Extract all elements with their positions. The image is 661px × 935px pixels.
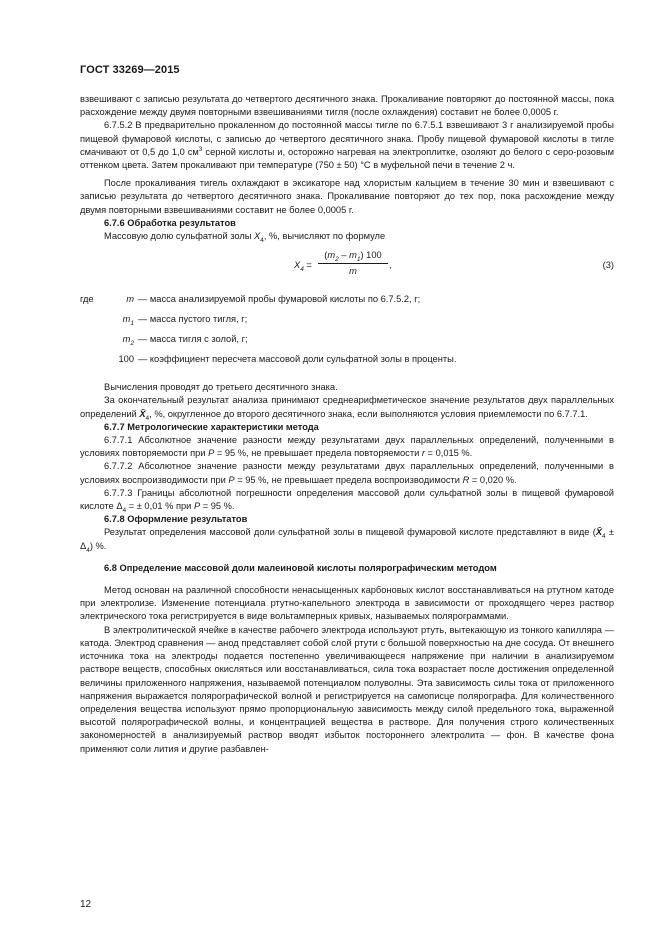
- paragraph: После прокаливания тигель охлаждают в эксикаторе над хлористым кальцием в течение 30 мин и взвешивают с записью результата до четвертого десятичного знака. Прокаливание повторяют до тех пор, пока расхождение между двумя повторными взвешиваниями составит не более 0,0005 г.: [80, 178, 614, 215]
- where-label: где: [80, 294, 94, 305]
- equation-number: (3): [602, 260, 614, 271]
- definition-symbol: $m_1$: [122, 314, 134, 328]
- definition-symbol: m: [126, 294, 134, 305]
- definition-text: — масса анализируемой пробы фумаровой кислоты по 6.7.5.2, г;: [138, 294, 421, 305]
- formula-denominator: m: [349, 266, 357, 277]
- paragraph: Результат определения массовой доли сульфатной золы в пищевой фумаровой кислоте представляют в виде $(X̄_4 \pm \Delta_4)$ %.: [80, 527, 614, 554]
- formula-comma: ,: [389, 260, 392, 271]
- paragraph: Метод основан на различной способности ненасыщенных карбоновых кислот восстанавливаться на ртутном катоде при электролизе. Изменение потенциала ртутно-капельного электрода в зависимости от проходящего через раствор электрического тока регистрируется в виде вольтамперных кривых, называемых полярограммами.: [80, 585, 614, 622]
- formula-fraction: [318, 249, 388, 278]
- paragraph-6-7-7-3: 6.7.7.3 Границы абсолютной погрешности определения массовой доли сульфатной золы в пищевой фумаровой кислоте $\Delta_4$ = ± 0,01 % при P = 95 %.: [80, 487, 614, 514]
- definition-text: — масса тигля с золой, г;: [138, 334, 248, 345]
- section-heading-6-8: 6.8 Определение массовой доли малеиновой кислоты полярографическим методом: [104, 562, 497, 573]
- definition-symbol: $m_2$: [122, 334, 134, 348]
- paragraph-6-7-7-2: 6.7.7.2 Абсолютное значение разности между результатами двух параллельных определений, полученными в условиях воспроизводимости при P = 95 %, не превышает предела воспроизводимости R = 0,020 %.: [80, 461, 614, 485]
- definition-text: — коэффициент пересчета массовой доли сульфатной золы в проценты.: [138, 354, 457, 365]
- paragraph: В электролитической ячейке в качестве рабочего электрода используют ртуть, вытекающую из тонкого капилляра — катода. Электрод сравнения — анод представляет собой слой ртути с большой поверхностью на дне сосуда. От внешнего источника тока на электроды подается постепенно увеличивающееся напряжение при наличии в анализируемом растворе веществ, способных окисляться или восстанавливаться, сила тока возрастает после достижения определенной величины приложенного напряжения, называемой потенциалом полуволны. Эта зависимость силы тока от приложенного напряжения выражается полярографической волной и регистрируется на самописце полярографа. Для количественного определения вещества используют прямо пропорциональную зависимость между силой предельного тока, выраженной высотой полярографической волны, и концентрацией вещества в растворе. Для получения строго количественных закономерностей в анализируемый раствор вводят избыток постороннего электролита — фон. В качестве фона применяют соли лития и другие разбавлен-: [80, 624, 614, 754]
- section-heading-6-7-8: 6.7.8 Оформление результатов: [104, 514, 248, 525]
- paragraph: Массовую долю сульфатной золы $X_4$, %, вычисляют по формуле: [104, 231, 386, 244]
- page-number: 12: [80, 899, 92, 910]
- definition-row: [80, 351, 614, 371]
- definition-row: [80, 311, 614, 331]
- definition-row: [80, 331, 614, 351]
- formula-numerator: $(m_2 - m_1)$ 100: [324, 250, 382, 264]
- definitions-list: [80, 291, 614, 371]
- section-heading-6-7-7: 6.7.7 Метрологические характеристики метода: [104, 421, 319, 432]
- definition-row: [80, 291, 614, 311]
- paragraph-6-7-5-2: 6.7.5.2 В предварительно прокаленном до постоянной массы тигле по 6.7.5.1 взвешивают 3 г анализируемой пробы пищевой фумаровой кислоты, с записью до четвертого десятичного знака. Пробу пищевой фумаровой кислоты в тигле смачивают от 0,5 до 1,0 $см^3$ серной кислоты и, осторожно нагревая на электроплитке, озоляют до белого с серо-розовым оттенком цвета. Затем прокаливают при температуре (750 ± 50) °С в муфельной печи в течение 2 ч.: [80, 120, 614, 171]
- paragraph: взвешивают с записью результата до четвертого десятичного знака. Прокаливание повторяют до постоянной массы, пока расхождение между двумя повторными взвешиваниями тигля (после охлаждения) составит не более 0,0005 г.: [80, 94, 614, 118]
- section-heading-6-7-6: 6.7.6 Обработка результатов: [104, 217, 236, 228]
- paragraph: Вычисления проводят до третьего десятичного знака.: [104, 382, 338, 393]
- paragraph-6-7-7-1: 6.7.7.1 Абсолютное значение разности между результатами двух параллельных определений, полученными в условиях повторяемости при P = 95 %, не превышает предела повторяемости r = 0,015 %.: [80, 435, 614, 459]
- paragraph: За окончательный результат анализа принимают среднеарифметическое значение результатов двух параллельных определений $X̄_4$, %, округленное до второго десятичного знака, если выполняются условия приемлемости по 6.7.7.1.: [80, 395, 614, 422]
- definition-text: — масса пустого тигля, г;: [138, 314, 248, 325]
- formula-3: [80, 249, 614, 283]
- document-header: ГОСТ 33269—2015: [80, 64, 180, 76]
- formula-lhs: $X_4$ =: [294, 260, 312, 274]
- document-body: [80, 93, 614, 756]
- definition-symbol: 100: [118, 354, 134, 365]
